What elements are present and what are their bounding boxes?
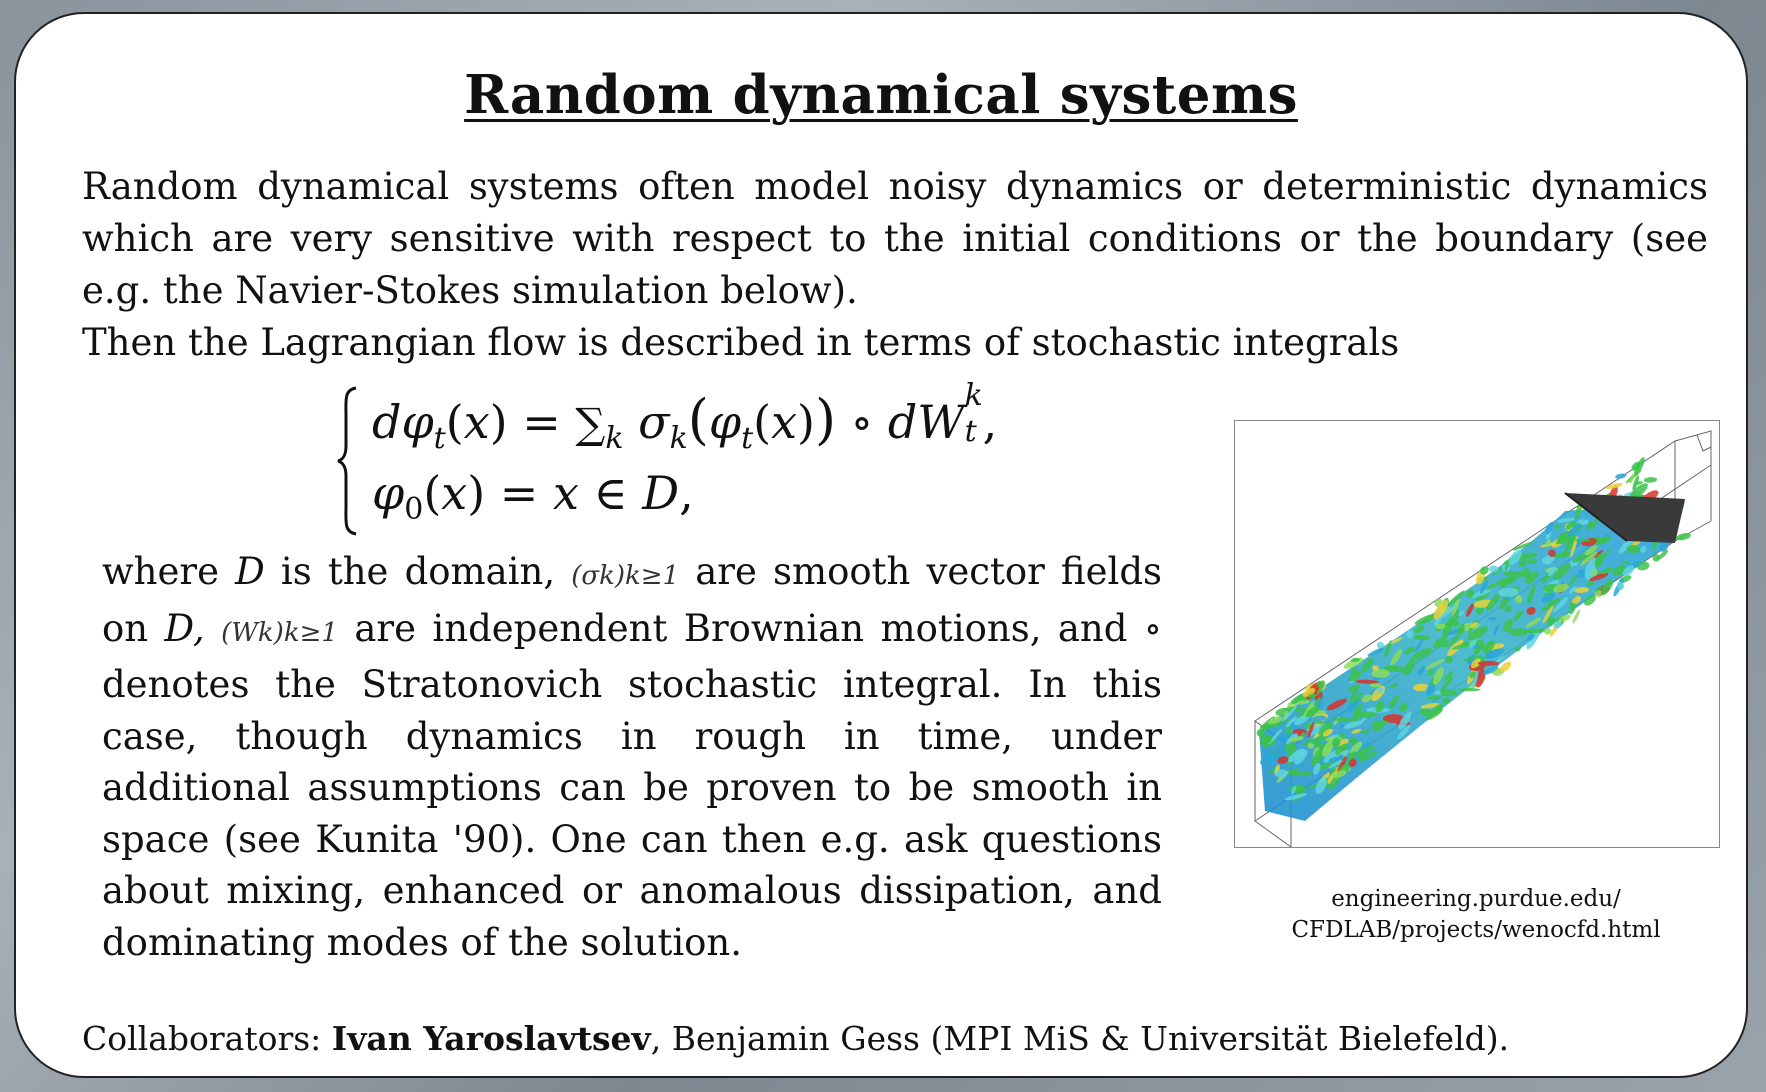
collaborators-line: Collaborators: Ivan Yaroslavtsev, Benjamin Gess (MPI MiS & Universität Bielefeld).: [82, 1019, 1510, 1058]
intro-paragraph-1: Random dynamical systems often model noisy dynamics or deterministic dynamics which are very sensitive with respect to the initial conditions or the boundary (see e.g. the Navier-Stokes simulation below).: [82, 165, 1708, 312]
vortex-streak: [1457, 688, 1480, 691]
turbulence-render: [1235, 421, 1719, 847]
equation-line-1: $d\varphi_t(x) = \sum_k$ $\sigma_k(\varphi_t(x))$ ∘ dW k t ,: [372, 378, 998, 457]
intro-text: [82, 161, 1708, 369]
caption-line-2: CFDLAB/projects/wenocfd.html: [1291, 917, 1661, 943]
navier-stokes-simulation-image: [1234, 420, 1720, 848]
intro-paragraph-2: Then the Lagrangian flow is described in terms of stochastic integrals: [82, 321, 1400, 364]
stochastic-equation: [336, 378, 1096, 538]
vortex-streak: [1488, 617, 1497, 620]
figure-caption: [1234, 884, 1718, 946]
vortex-streak: [1644, 477, 1658, 484]
slide-title: Random dynamical systems: [464, 64, 1298, 126]
collaborator-highlight: Ivan Yaroslavtsev: [331, 1019, 651, 1058]
vortex-streak: [1443, 698, 1451, 704]
equation-line-2: $\varphi_0(x) = x$ ∈ D,: [372, 466, 694, 528]
left-brace-icon: [336, 386, 360, 536]
explanation-text: where D is the domain, (σk)k≥1 are smooth vector fields on D, (Wk)k≥1 are independent Brownian motions, and ∘ denotes the Stratonovich stochastic integral. In this case, though dynamics in rough in time, under additional assumptions can be proven to be smooth in space (see Kunita '90). One can then e.g. ask questions about mixing, enhanced or anomalous dissipation, and dominating modes of the solution.: [102, 550, 1163, 964]
caption-line-1: engineering.purdue.edu/: [1331, 886, 1621, 912]
vortex-streak: [1575, 539, 1591, 542]
slide-card: [14, 12, 1748, 1078]
